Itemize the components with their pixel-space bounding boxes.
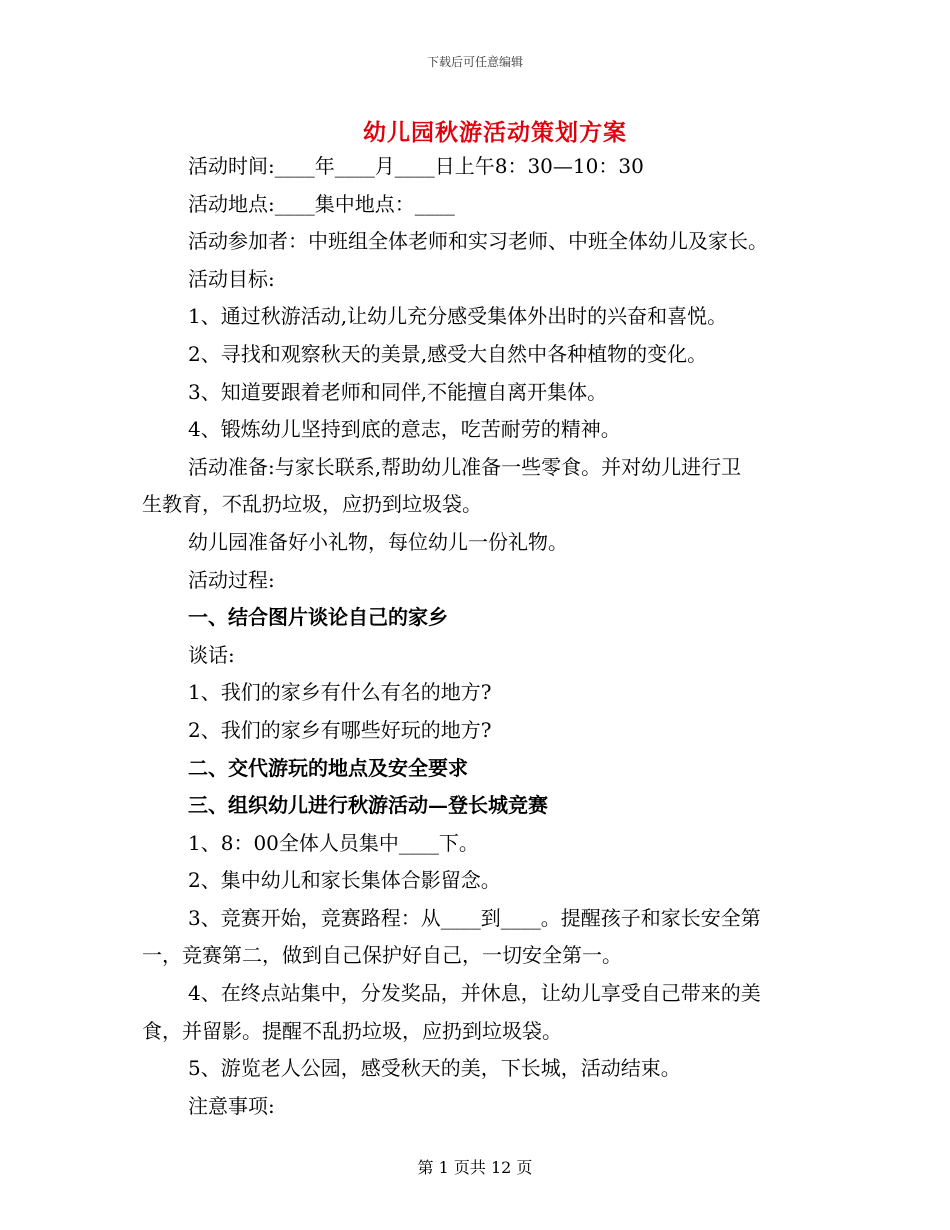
section-heading: 二、交代游玩的地点及安全要求 (188, 755, 468, 780)
body-line: 食，并留影。提醒不乱扔垃圾，应扔到垃圾袋。 (142, 1018, 562, 1043)
body-line: 1、通过秋游活动,让幼儿充分感受集体外出时的兴奋和喜悦。 (188, 304, 728, 329)
document-title: 幼儿园秋游活动策划方案 (363, 119, 627, 146)
body-line: 活动参加者：中班组全体老师和实习老师、中班全体幼儿及家长。 (188, 229, 768, 254)
body-line: 生教育，不乱扔垃圾，应扔到垃圾袋。 (142, 492, 482, 517)
body-line: 注意事项: (188, 1093, 275, 1118)
body-line: 2、我们的家乡有哪些好玩的地方? (188, 717, 492, 742)
body-line: 4、锻炼幼儿坚持到底的意志，吃苦耐劳的精神。 (188, 417, 621, 442)
section-heading: 一、结合图片谈论自己的家乡 (188, 605, 448, 630)
header-note: 下载后可任意编辑 (426, 55, 523, 69)
body-line: 1、我们的家乡有什么有名的地方? (188, 680, 492, 705)
body-line: 3、竞赛开始，竞赛路程：从____到____。提醒孩子和家长安全第 (188, 905, 761, 930)
body-line: 活动准备:与家长联系,帮助幼儿准备一些零食。并对幼儿进行卫 (188, 454, 742, 479)
body-line: 5、游览老人公园，感受秋天的美，下长城，活动结束。 (188, 1056, 681, 1081)
body-line: 活动时间:____年____月____日上午8：30—10：30 (188, 154, 644, 178)
document-body (142, 148, 810, 1125)
page-footer: 第 1 页共 12 页 (417, 1158, 533, 1177)
body-line: 活动目标: (188, 266, 275, 291)
body-line: 幼儿园准备好小礼物，每位幼儿一份礼物。 (188, 529, 568, 554)
body-line: 一，竞赛第二，做到自己保护好自己，一切安全第一。 (142, 943, 622, 968)
body-line: 3、知道要跟着老师和同伴,不能擅自离开集体。 (188, 379, 608, 404)
body-line: 2、寻找和观察秋天的美景,感受大自然中各种植物的变化。 (188, 341, 708, 366)
body-line: 4、在终点站集中，分发奖品，并休息，让幼儿享受自己带来的美 (188, 981, 761, 1006)
body-line: 2、集中幼儿和家长集体合影留念。 (188, 868, 501, 893)
body-line: 活动过程: (188, 567, 275, 592)
section-heading: 三、组织幼儿进行秋游活动—登长城竞赛 (188, 793, 548, 818)
body-line: 1、8：00全体人员集中____下。 (188, 830, 479, 855)
body-line: 谈话: (188, 642, 235, 667)
body-line: 活动地点:____集中地点：____ (188, 191, 455, 216)
